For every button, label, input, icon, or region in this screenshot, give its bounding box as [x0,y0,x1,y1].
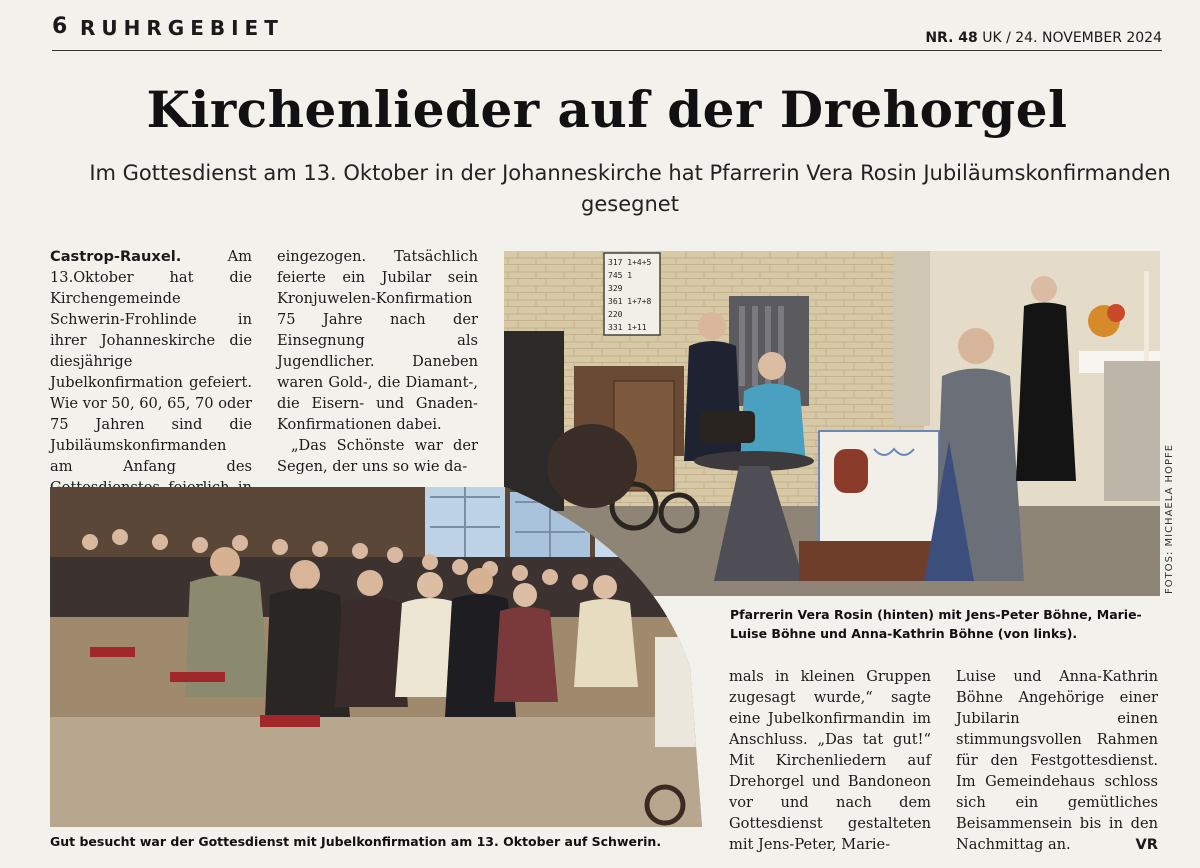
column-2-paragraph-2: „Das Schönste war der Segen, der uns so wie da- [277,437,478,475]
photo-congregation [50,487,702,827]
section-title: RUHRGEBIET [80,16,284,40]
column-1-text: Am 13.Oktober hat die Kirchengemeinde Schwerin-Frohlinde in ihrer Johanneskirche die diesjährige Jubelkonfirmation gefeiert. Wie vor 50, 60, 65, 70 oder 75 Jahren sind die Jubiläumskonfirmanden am Anfang des [50,248,252,475]
column-2-paragraph-1: eingezogen. Tatsächlich feierte ein Jubilar sein Kronjuwelen-Konfirmation 75 Jahre nach der Einsegnung als Jugendlicher. Daneben waren Gold-, die Diamant-, die Eisern- und Gnaden- Konfirmationen dabei. [277,248,478,433]
hymn-board-line: 361 1+7+8 [608,297,652,306]
article-column-3 [729,666,931,855]
column-3-text: mals in kleinen Gruppen zugesagt wurde,“ sagte eine Jubelkonfirmandin im Anschluss. „Das tat gut!“ Mit Kirchenliedern auf Drehorgel und Bandoneon vor und nach dem Gottesdienst gestalteten mit Jens-Peter, Marie- [729,668,931,853]
article-column-1 [50,246,252,519]
hymn-board-line: 329 [608,284,623,293]
subheadline: Im Gottesdienst am 13. Oktober in der Johanneskirche hat Pfarrerin Vera Rosin Jubiläumskonfirmanden gesegnet [89,161,1171,216]
bottom-photo-caption: Gut besucht war der Gottesdienst mit Jubelkonfirmation am 13. Oktober auf Schwerin. [50,834,662,849]
article-column-2 [277,246,478,477]
header-rule [52,50,1162,51]
issue-number: NR. 48 [925,30,978,46]
hymn-board-line: 331 1+11 [608,323,647,332]
dateline: Castrop-Rauxel. [50,248,182,265]
issue-info [925,30,1162,46]
headline: Kirchenlieder auf der Drehorgel [146,80,1068,139]
page-number: 6 [52,14,68,39]
hymn-board-line: 745 1 [608,271,633,280]
issue-date: UK / 24. NOVEMBER 2024 [982,30,1162,46]
hymn-board-line: 317 1+4+5 [608,258,652,267]
author-signature: VR [1135,836,1158,853]
hymn-board-line: 220 [608,310,623,319]
column-4-text: Luise und Anna-Kathrin Böhne Angehörige einer Jubilarin einen stimmungsvollen Rahmen für den Festgottesdienst. Im Gemeindehaus schloss sich ein gemütliches Beisammensein bis in den Nachmittag an. [956,668,1158,853]
photo-congregation-image [50,487,702,827]
article-column-4 [956,666,1158,855]
photo-credit: FOTOS: MICHAELA HOPFE [1164,443,1175,594]
top-photo-caption: Pfarrerin Vera Rosin (hinten) mit Jens-Peter Böhne, Marie-Luise Böhne und Anna-Kathrin Böhne (von links). [730,607,1142,641]
